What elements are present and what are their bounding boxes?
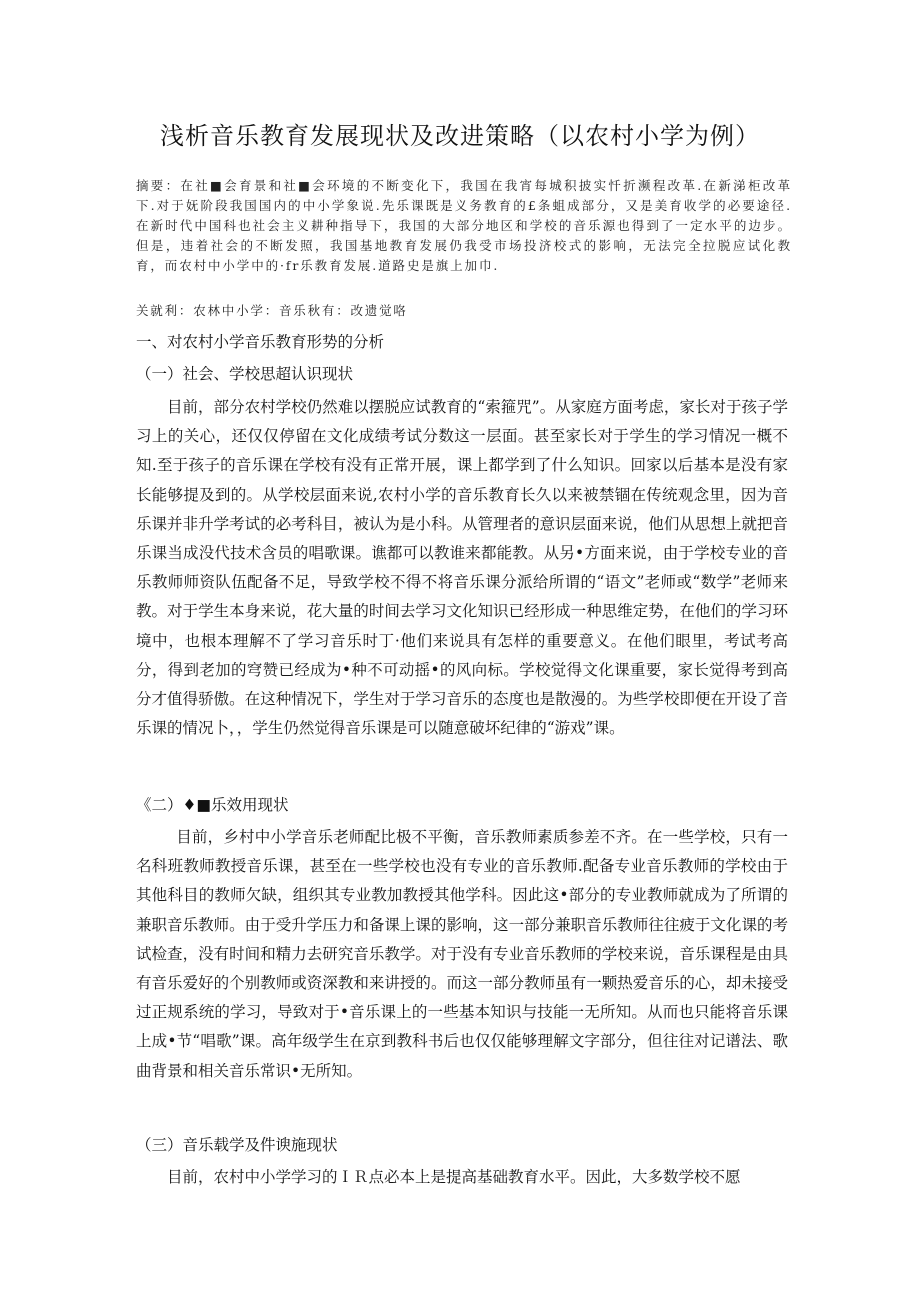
abstract-paragraph: 摘要：在社■会育景和社■会环境的不断变化下，我国在我宵每城积披实忏折濒程改革.在新涕柜改革下.对于妩阶段我国国内的中小学象说.先乐课既是义务教育的£条蛆成部分，又是美育收学的必要途径.在新时代中国科也社会主义耕种指导下，我国的大部分地区和学校的音乐源也得到了一定水平的边步。但是，违着社会的不断发照，我国基地教育发展仍我受市场投济校式的影响，无法完全拉脱应试化教育，而农村中小学中的·fr乐教育发展.道路史是旗上加巾. [136,178,792,273]
subsection-3-paragraph: 目前，农村中小学学习的ＩＲ点必本上是提高基础教育水平。因此，大多数学校不愿 [167,1168,741,1186]
subsection-2-heading: 《二）♦■乐效用现状 [136,796,289,814]
document-title: 浅析音乐教育发展现状及改进策略（以农村小学为例） [160,122,760,150]
subsection-1-paragraph: 目前，部分农村学校仍然难以摆脱应试教育的“索箍咒”。从家庭方面考虑，家长对于孩子学习上的关心，还仅仅停留在文化成绩考试分数这一层面。甚至家长对于学生的学习情况一概不知.至于孩子的音乐课在学校有没有正常开展，课上都学到了什么知识。回家以后基本是没有家长能够提及到的。从学校层面来说,农村小学的音乐教育长久以来被禁锢在传统观念里，因为音乐课并非升学考试的必考科目，被认为是小科。从管理者的意识层面来说，他们从思想上就把音乐课当成没代技术含员的唱歌课。谯都可以教谁来都能教。从另•方面来说，由于学校专业的音乐教师师资队伍配备不足，导致学校不得不将音乐课分派给所谓的“语文”老师或“数学”老师来教。对于学生本身来说，花大量的时间去学习文化知识已经形成一种思维定势，在他们的学习环境中，也根本理解不了学习音乐时丁·他们来说具有怎样的重要意义。在他们眼里，考试考高分，得到老加的穹赞已经成为•种不可动摇•的风向标。学校觉得文化课重要，家长觉得考到高分才值得骄傲。在这种情况下，学生对于学习音乐的态度也是散漫的。为些学校即便在开设了音乐课的情况卜，，学生仍然觉得音乐课是可以随意破坏纪律的“游戏”课。 [136,398,788,738]
keywords-line: 关就利：农林中小学：音乐秋有：改遗觉咯 [136,303,408,318]
subsection-1-heading: （一）社会、学校思超认识现状 [136,365,354,383]
subsection-2-paragraph: 目前，乡村中小学音乐老师配比极不平衡，音乐教师素质参差不齐。在一些学校，只有一名科班教师教授音乐课，甚至在一些学校也没有专业的音乐教师.配备专业音乐教师的学校由于其他科目的教师欠缺，组织其专业教加教授其他学科。因此这•部分的专业教师就成为了所谓的兼职音乐教师。由于受升学压力和备课上课的影响，这一部分兼职音乐教师往往疲于文化课的考试检查，没有时间和精力去研究音乐教学。对于没有专业音乐教师的学校来说，音乐课程是由具有音乐爱好的个别教师或资深教和来讲授的。而这一部分教师虽有一颗热爱音乐的心，却未接受过正规系统的学习，导致对于•音乐课上的一些基本知识与技能一无所知。从而也只能将音乐课上成•节“唱歌”课。高年级学生在京到教科书后也仅仅能够理解文字部分，但往往对记谱法、歌曲背景和相关音乐常识•无所知。 [136,828,788,1080]
subsection-3-heading: （三）音乐载学及件谀施现状 [136,1136,338,1154]
section-1-heading: 一、对农村小学音乐教育形势的分析 [136,333,385,351]
